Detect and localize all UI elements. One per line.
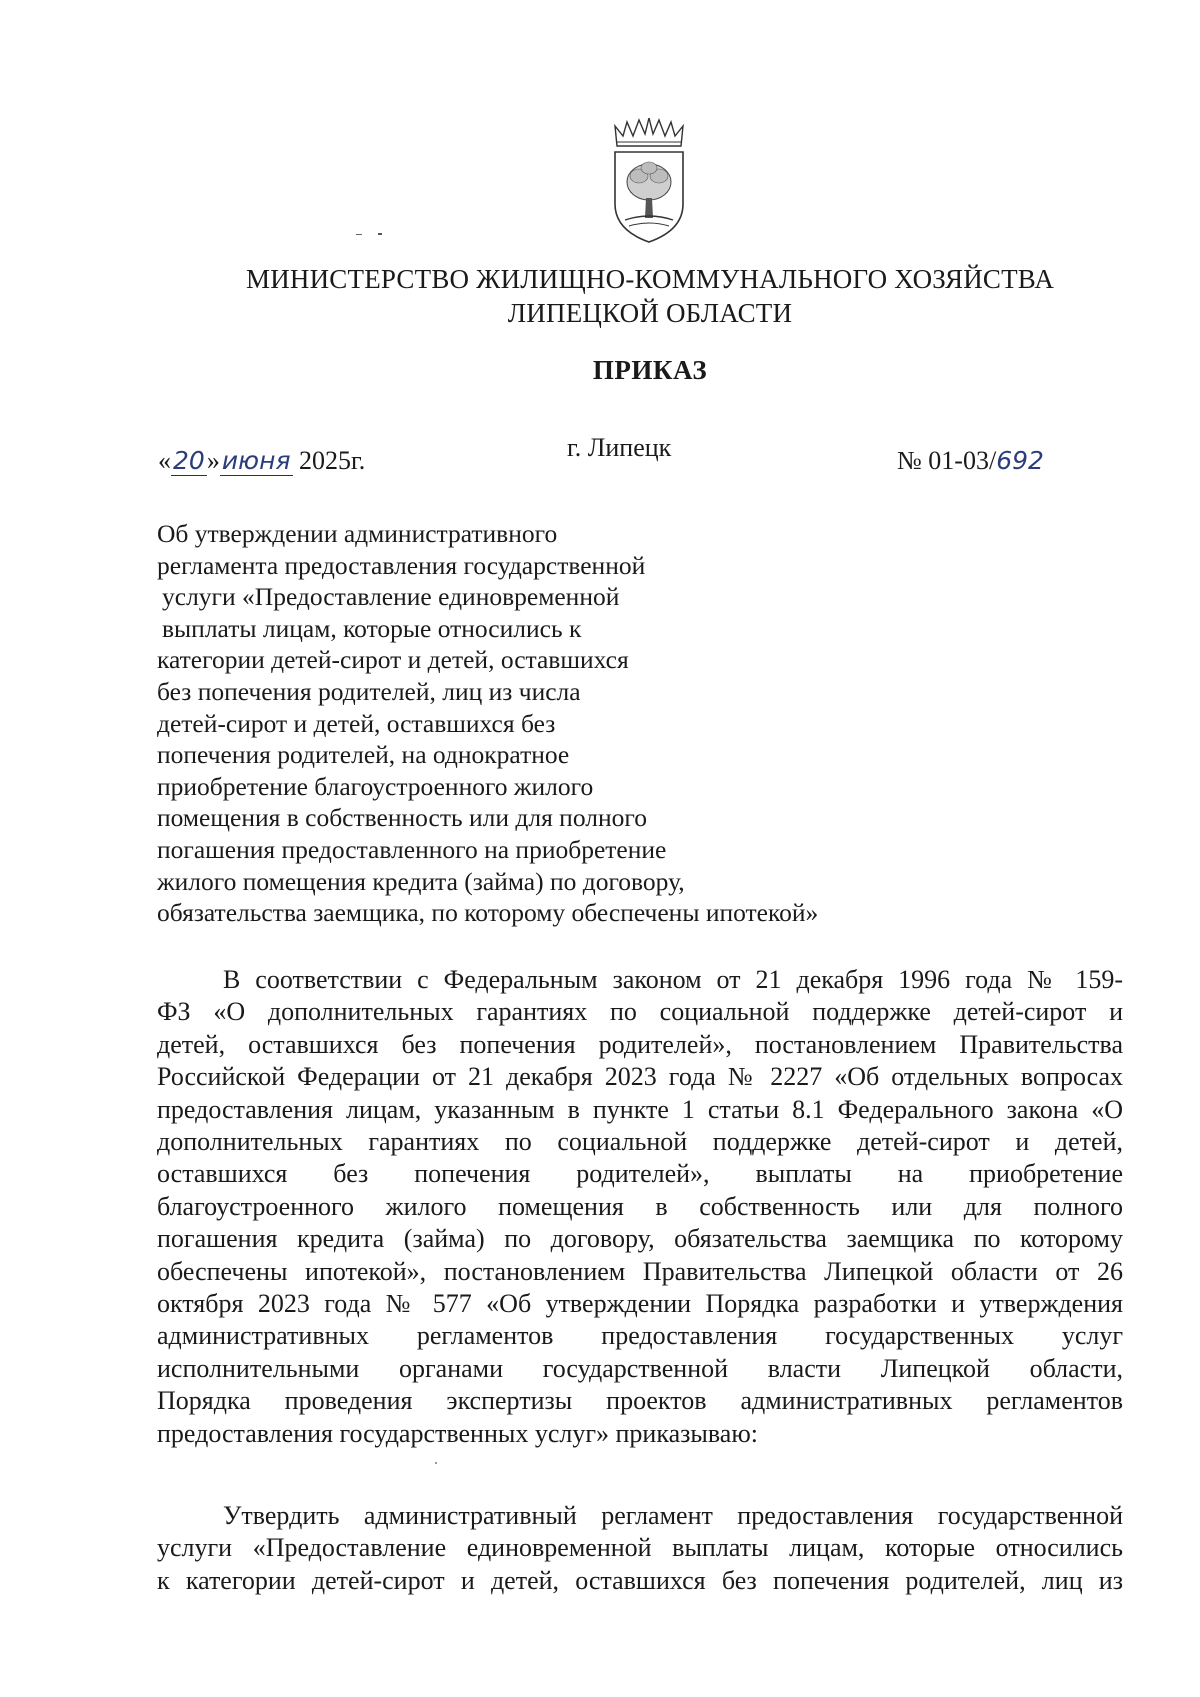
scan-speck: [435, 1462, 437, 1464]
subject-line: погашения предоставленного на приобретение: [157, 834, 667, 864]
paragraph-line: предоставления государственных услуг» приказываю:: [157, 1418, 758, 1448]
paragraph-line: В соответствии с Федеральным законом от 21 декабря 1996 года № 159-: [223, 965, 1123, 994]
order-number-handwritten: 692: [996, 446, 1044, 475]
coat-of-arms-emblem: [609, 118, 689, 246]
paragraph-line: услуги «Предоставление единовременной выплаты лицам, которые относились: [157, 1533, 1123, 1563]
paragraph-line: Утвердить административный регламент предоставления государственной: [223, 1501, 1123, 1530]
date-open-quote: «: [158, 446, 171, 475]
subject-line: попечения родителей, на однократное: [157, 740, 570, 770]
subject-line: помещения в собственность или для полного: [157, 803, 647, 833]
date-year: 2025г.: [299, 446, 366, 475]
order-number-prefix: № 01-03/: [897, 446, 997, 475]
paragraph-line: административных регламентов предоставления государственных услуг: [157, 1321, 1123, 1351]
subject-line: обязательства заемщика, по которому обеспечены ипотекой»: [157, 898, 819, 928]
paragraph-line: Российской Федерации от 21 декабря 2023 года № 2227 «Об отдельных вопросах: [157, 1062, 1123, 1092]
subject-line: регламента предоставления государственной: [157, 550, 646, 580]
scan-artifact: [356, 233, 396, 236]
paragraph-line: к категории детей-сирот и детей, оставшихся без попечения родителей, лиц из: [157, 1565, 1123, 1595]
paragraph-line: оставшихся без попечения родителей», выплаты на приобретение: [157, 1159, 1123, 1189]
date-month-handwritten: июня: [221, 446, 291, 475]
subject-line: Об утверждении административного: [157, 519, 558, 548]
paragraph-line: погашения кредита (займа) по договору, обязательства заемщика по которому: [157, 1224, 1123, 1254]
paragraph-line: исполнительными органами государственной власти Липецкой области,: [157, 1353, 1123, 1383]
paragraph-line: детей, оставшихся без попечения родителей», постановлением Правительства: [157, 1029, 1123, 1059]
date-day-handwritten: 20: [173, 446, 205, 475]
ministry-name-line1: МИНИСТЕРСТВО ЖИЛИЩНО-КОММУНАЛЬНОГО ХОЗЯЙСТВА: [245, 264, 1055, 294]
order-number: [897, 446, 1044, 476]
subject-line: детей-сирот и детей, оставшихся без: [157, 708, 556, 738]
ministry-name-line2: ЛИПЕЦКОЙ ОБЛАСТИ: [507, 298, 793, 328]
subject-line: услуги «Предоставление единовременной: [162, 582, 620, 612]
subject-line: без попечения родителей, лиц из числа: [157, 676, 581, 706]
resolution-paragraph: [157, 1500, 1123, 1597]
paragraph-line: дополнительных гарантиях по социальной поддержке детей-сирот и детей,: [157, 1127, 1123, 1157]
ministry-heading: [150, 262, 1150, 330]
paragraph-line: Порядка проведения экспертизы проектов административных регламентов: [157, 1386, 1123, 1416]
subject-line: жилого помещения кредита (займа) по договору,: [157, 866, 685, 896]
order-date: [158, 446, 365, 476]
subject-line: выплаты лицам, которые относились к: [162, 613, 582, 643]
date-close-quote: »: [206, 446, 220, 475]
paragraph-line: октября 2023 года № 577 «Об утверждении Порядка разработки и утверждения: [157, 1289, 1123, 1319]
order-subject: [157, 518, 917, 929]
paragraph-line: обеспечены ипотекой», постановлением Правительства Липецкой области от 26: [157, 1256, 1123, 1286]
paragraph-line: благоустроенного жилого помещения в собственность или для полного: [157, 1191, 1123, 1221]
paragraph-line: ФЗ «О дополнительных гарантиях по социальной поддержке детей-сирот и: [157, 997, 1123, 1027]
paragraph-line: предоставления лицам, указанным в пункте 1 статьи 8.1 Федерального закона «О: [157, 1094, 1123, 1124]
city-name: г. Липецк: [567, 433, 672, 462]
subject-line: категории детей-сирот и детей, оставшихся: [157, 645, 629, 675]
subject-line: приобретение благоустроенного жилого: [157, 771, 594, 801]
order-title: ПРИКАЗ: [592, 355, 708, 385]
preamble-paragraph: [157, 964, 1123, 1450]
